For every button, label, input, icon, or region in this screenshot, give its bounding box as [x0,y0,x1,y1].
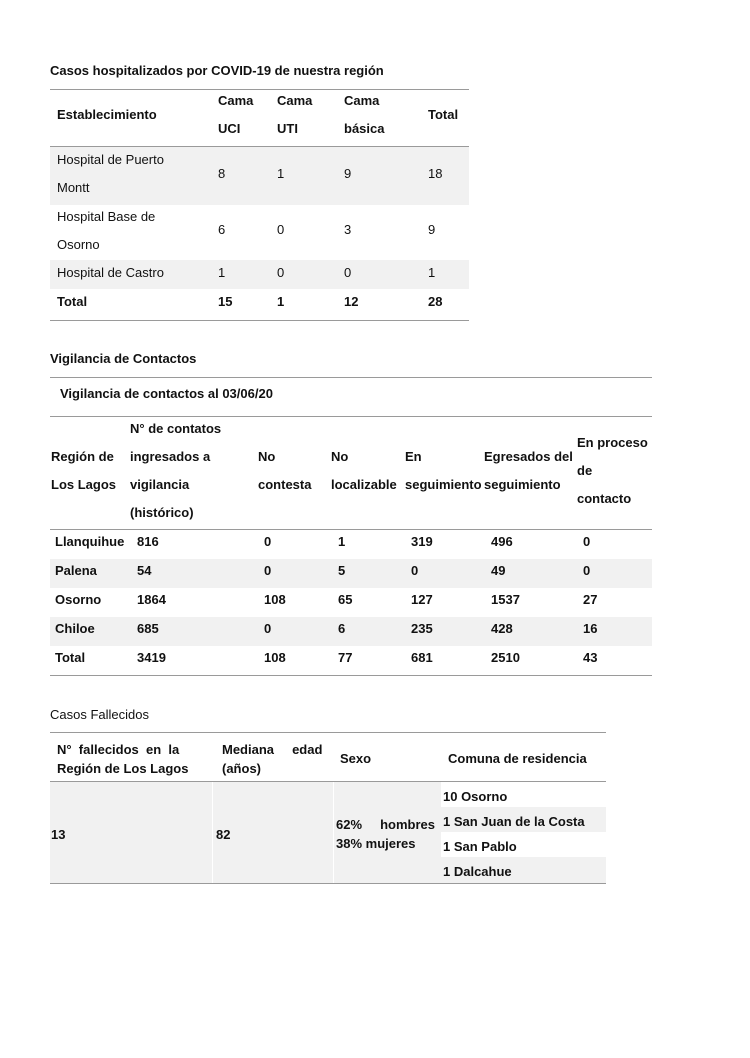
total-value: 18 [428,166,443,181]
sexo-value: 62% hombres 38% mujeres [336,817,435,851]
basica-value: 0 [344,265,352,280]
divider [50,675,652,676]
header-no-localizable: No localizable [331,449,397,492]
contactos-table-title: Vigilancia de contactos al 03/06/20 [60,386,273,401]
comuna-item: 1 Dalcahue [443,864,512,879]
basica-total: 12 [344,294,359,309]
ingresados-value: 3419 [137,650,166,665]
comuna-name: Osorno [55,592,102,607]
header-establecimiento: Establecimiento [57,107,157,122]
ingresados-value: 54 [137,563,152,578]
comuna-item: 1 San Pablo [443,839,517,854]
proceso-value: 0 [583,563,591,578]
no-contesta-value: 108 [264,592,286,607]
mediana-edad-value: 82 [216,827,231,842]
divider [50,377,652,378]
divider [50,89,469,90]
basica-value: 3 [344,222,352,237]
header-uti: Cama UTI [277,93,313,136]
header-no-contesta: No contesta [258,449,312,492]
hospitalizados-title: Casos hospitalizados por COVID-19 de nuestra región [50,63,384,78]
uci-value: 6 [218,222,226,237]
column-separator [212,782,213,883]
header-total: Total [428,107,459,122]
no-contesta-value: 0 [264,534,272,549]
ingresados-value: 685 [137,621,159,636]
header-uci: Cama UCI [218,93,254,136]
divider [50,320,469,321]
comuna-name: Chiloe [55,621,95,636]
header-sexo: Sexo [340,751,372,766]
header-region: Región de Los Lagos [51,449,117,492]
contactos-section-title: Vigilancia de Contactos [50,351,197,366]
header-ingresados: N° de contatos ingresados a vigilancia (histórico) [130,421,222,520]
divider [50,732,606,733]
total-label: Total [57,294,88,309]
header-proceso: En proceso de contacto [577,435,648,506]
uti-total: 1 [277,294,285,309]
header-basica: Cama básica [344,93,385,136]
comuna-name: Palena [55,563,97,578]
comuna-name: Llanquihue [55,534,125,549]
seguimiento-value: 681 [411,650,433,665]
no-localizable-value: 1 [338,534,346,549]
seguimiento-value: 127 [411,592,433,607]
n-fallecidos-value: 13 [51,827,66,842]
hospital-name: Hospital de Puerto Montt [57,152,164,195]
ingresados-value: 816 [137,534,159,549]
seguimiento-value: 0 [411,563,419,578]
no-localizable-value: 65 [338,592,353,607]
comuna-item: 10 Osorno [443,789,508,804]
total-value: 9 [428,222,436,237]
grand-total: 28 [428,294,443,309]
hospital-name: Hospital de Castro [57,265,164,280]
no-contesta-value: 0 [264,621,272,636]
ingresados-value: 1864 [137,592,166,607]
egresados-value: 1537 [491,592,520,607]
uti-value: 0 [277,265,285,280]
proceso-value: 0 [583,534,591,549]
hospital-name: Hospital Base de Osorno [57,209,156,252]
egresados-value: 496 [491,534,513,549]
total-value: 1 [428,265,436,280]
egresados-value: 428 [491,621,513,636]
egresados-value: 49 [491,563,506,578]
uci-value: 8 [218,166,226,181]
no-contesta-value: 108 [264,650,286,665]
comuna-item: 1 San Juan de la Costa [443,814,585,829]
no-localizable-value: 77 [338,650,353,665]
proceso-value: 27 [583,592,598,607]
uti-value: 0 [277,222,285,237]
seguimiento-value: 235 [411,621,433,636]
no-contesta-value: 0 [264,563,272,578]
uci-total: 15 [218,294,233,309]
no-localizable-value: 5 [338,563,346,578]
egresados-value: 2510 [491,650,520,665]
header-egresados: Egresados del seguimiento [484,449,573,492]
fallecidos-title: Casos Fallecidos [50,707,149,722]
basica-value: 9 [344,166,352,181]
header-comuna: Comuna de residencia [448,751,587,766]
column-separator [333,782,334,883]
proceso-value: 16 [583,621,598,636]
uti-value: 1 [277,166,285,181]
seguimiento-value: 319 [411,534,433,549]
header-seguimiento: En seguimiento [405,449,482,492]
comuna-name: Total [55,650,86,665]
uci-value: 1 [218,265,226,280]
header-n-fallecidos: N° fallecidos en la Región de Los Lagos [57,742,189,776]
no-localizable-value: 6 [338,621,346,636]
divider [50,883,606,884]
proceso-value: 43 [583,650,598,665]
header-mediana-edad: Mediana edad (años) [222,742,323,776]
